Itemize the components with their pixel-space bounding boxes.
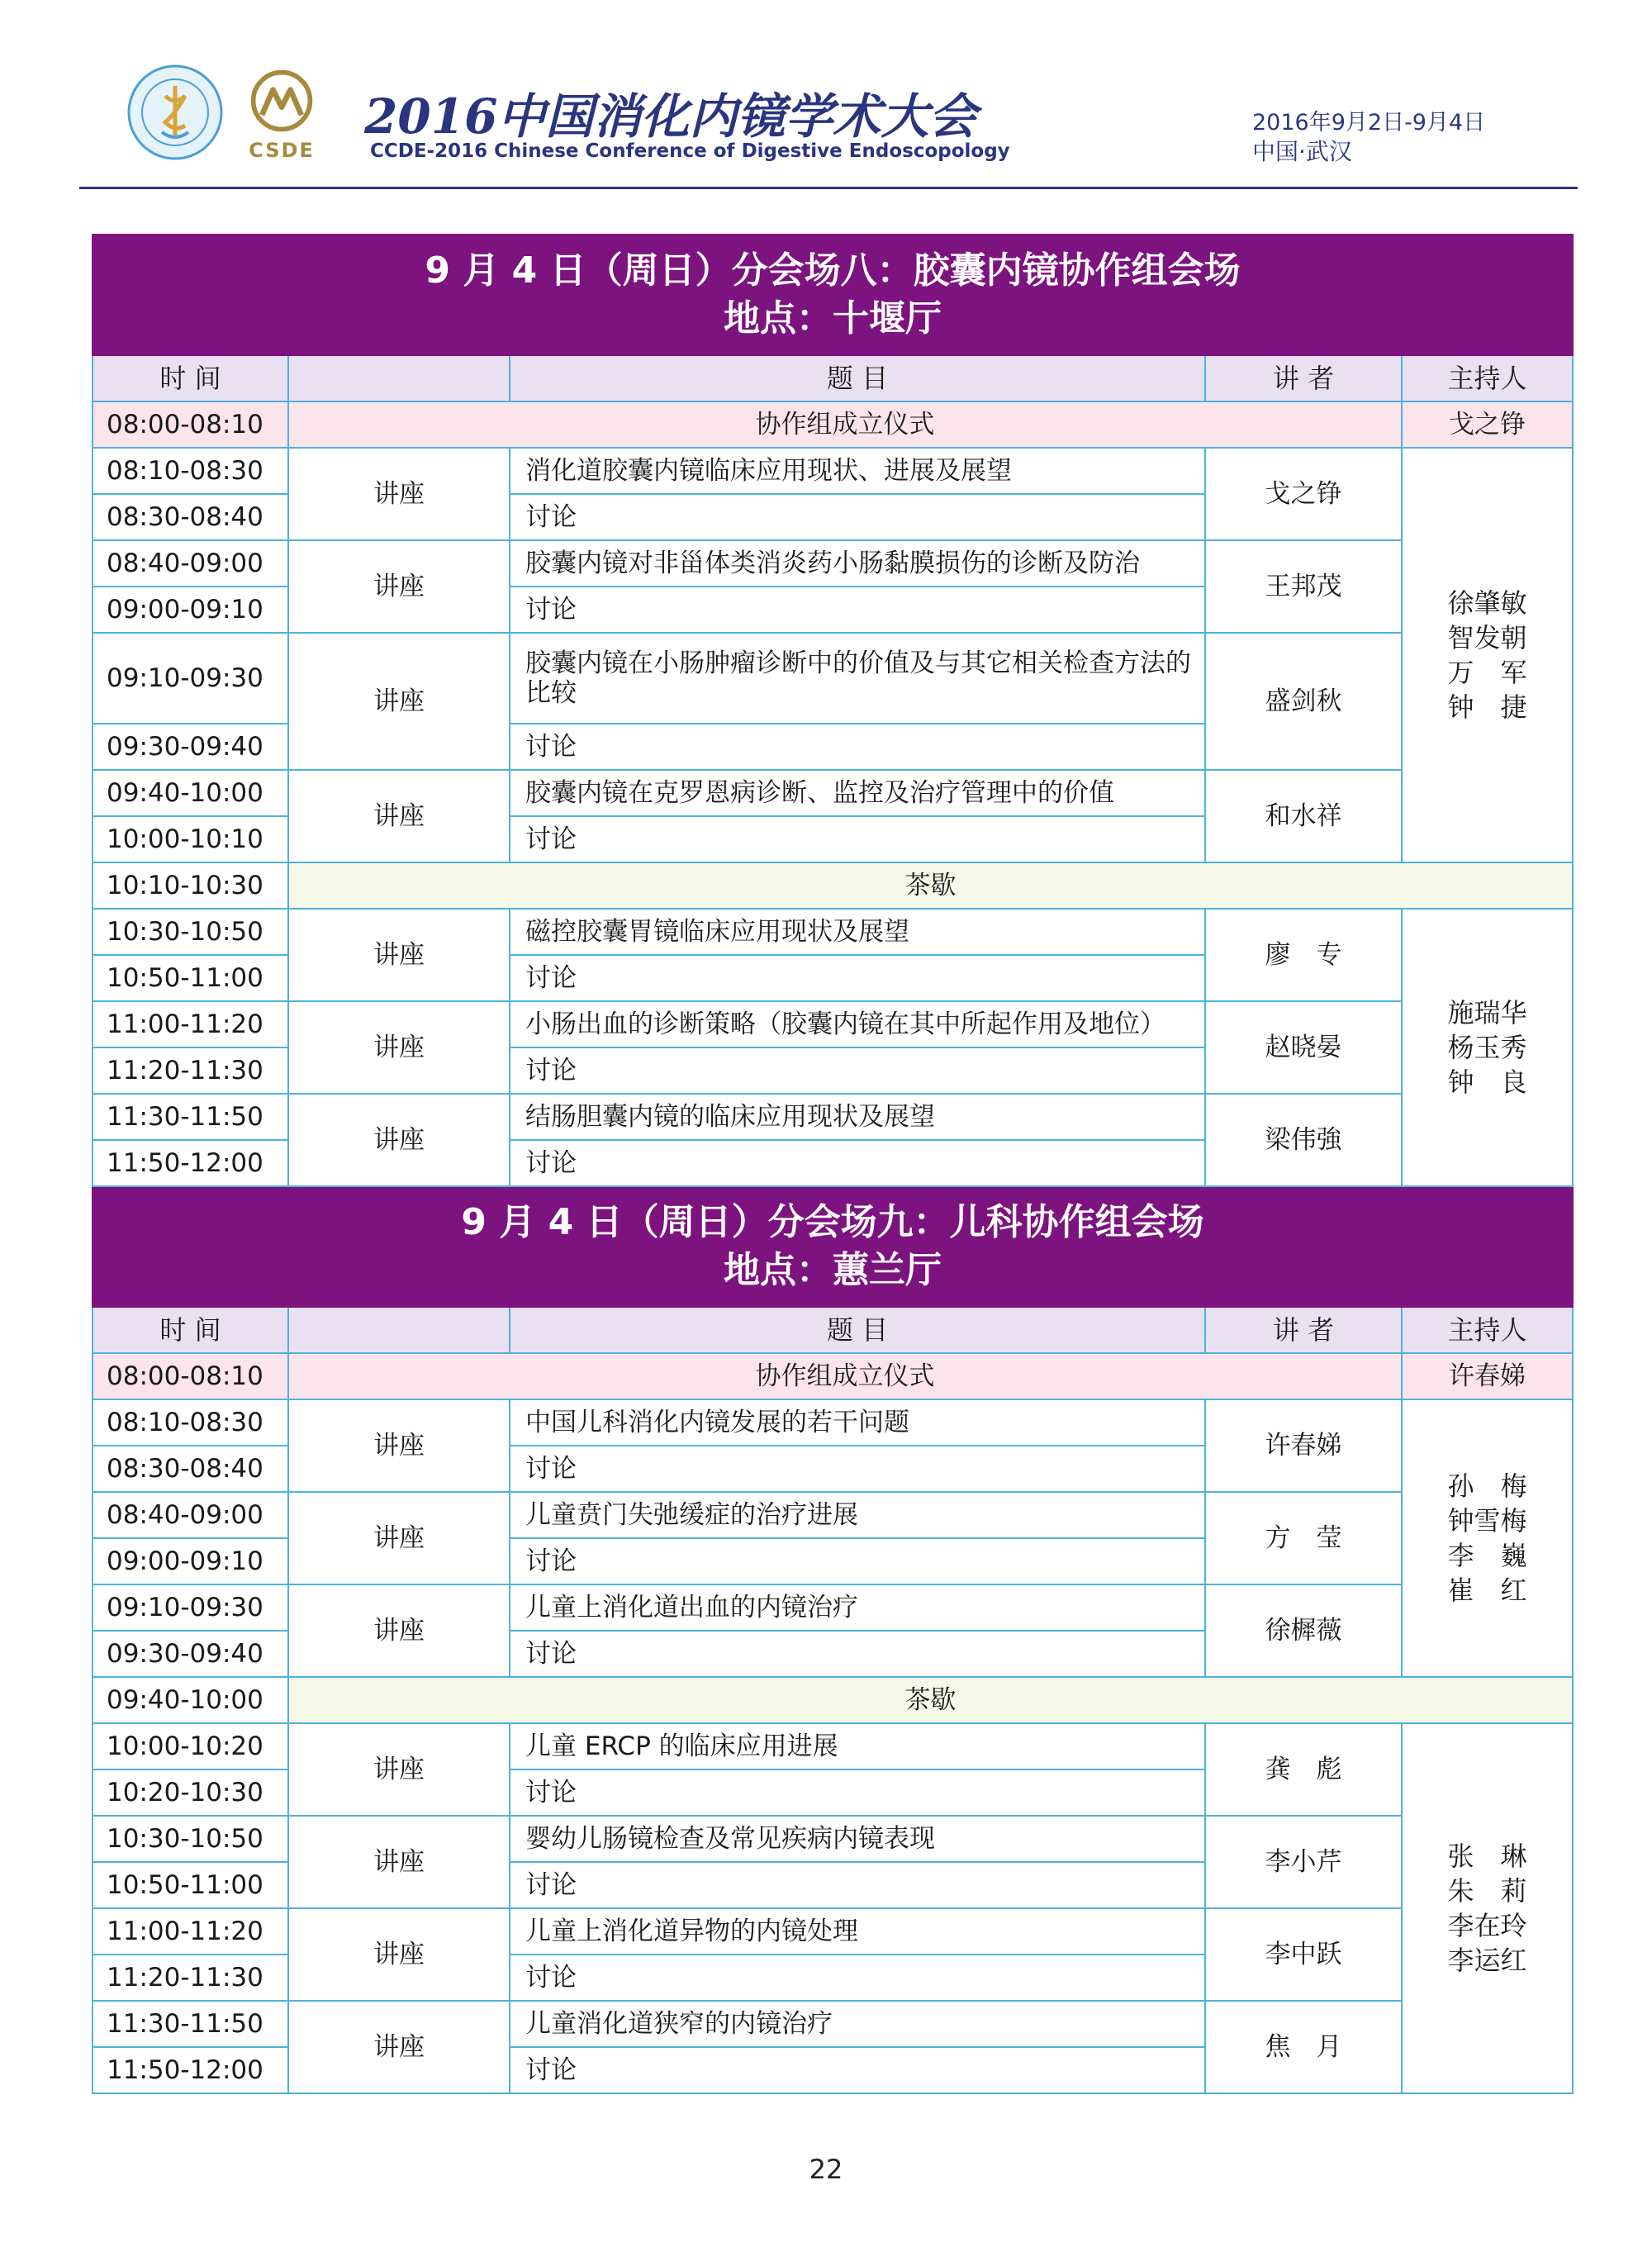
table-row [93, 540, 1573, 587]
time-cell: 08:30-08:40 [93, 494, 288, 540]
session-title-row [93, 235, 1573, 355]
speaker-cell: 方 莹 [1205, 1492, 1402, 1584]
header-divider [79, 187, 1578, 189]
time-cell: 10:00-10:10 [93, 816, 288, 862]
speaker-cell: 李小芹 [1205, 1816, 1402, 1908]
moderator-name: 徐肇敏 [1447, 587, 1527, 619]
type-cell: 讲座 [288, 1584, 510, 1677]
discussion-cell: 讨论 [510, 955, 1205, 1001]
speaker-cell: 李中跃 [1205, 1908, 1402, 2001]
moderators-cell [1402, 1723, 1573, 2093]
speaker-cell: 龚 彪 [1205, 1723, 1402, 1816]
column-header-row [93, 1307, 1573, 1353]
session-title: 9 月 4 日（周日）分会场九：儿科协作组会场 [461, 1201, 1204, 1243]
speaker-cell: 和水祥 [1205, 770, 1402, 862]
type-cell: 讲座 [288, 1816, 510, 1908]
table-row [93, 633, 1573, 724]
time-cell: 08:10-08:30 [93, 448, 288, 494]
time-cell: 09:30-09:40 [93, 724, 288, 770]
opening-row [93, 401, 1573, 448]
time-cell: 10:20-10:30 [93, 1769, 288, 1816]
topic-cell: 儿童 ERCP 的临床应用进展 [510, 1723, 1205, 1769]
type-cell: 讲座 [288, 1492, 510, 1584]
moderator-name: 李在玲 [1447, 1910, 1527, 1941]
col-type [288, 355, 510, 401]
type-cell: 讲座 [288, 770, 510, 862]
topic-cell: 结肠胆囊内镜的临床应用现状及展望 [510, 1094, 1205, 1140]
break-row [93, 862, 1573, 909]
table-row [93, 770, 1573, 816]
moderator-name: 万 军 [1447, 657, 1527, 688]
schedule [92, 234, 1572, 2094]
topic-cell: 磁控胶囊胃镜临床应用现状及展望 [510, 909, 1205, 955]
session-title: 9 月 4 日（周日）分会场八：胶囊内镜协作组会场 [425, 249, 1241, 292]
time-cell: 08:30-08:40 [93, 1446, 288, 1492]
ceremony-cell: 协作组成立仪式 [288, 401, 1402, 448]
time-cell: 11:30-11:50 [93, 1094, 288, 1140]
topic-cell: 小肠出血的诊断策略（胶囊内镜在其中所起作用及地位） [510, 1001, 1205, 1047]
table-row [93, 1094, 1573, 1140]
speaker-cell: 梁伟強 [1205, 1094, 1402, 1186]
csde-mark-icon [236, 66, 327, 137]
table-row [93, 1492, 1573, 1538]
type-cell: 讲座 [288, 1094, 510, 1186]
topic-cell: 胶囊内镜在小肠肿瘤诊断中的价值及与其它相关检查方法的比较 [510, 633, 1205, 724]
table-row [93, 909, 1573, 955]
time-cell: 10:10-10:30 [93, 862, 288, 909]
moderator-name: 钟 良 [1447, 1066, 1527, 1098]
time-cell: 10:30-10:50 [93, 909, 288, 955]
schedule-table [92, 234, 1574, 2094]
discussion-cell: 讨论 [510, 724, 1205, 770]
time-cell: 11:50-12:00 [93, 2047, 288, 2093]
moderators-cell [1402, 448, 1573, 862]
discussion-cell: 讨论 [510, 1955, 1205, 2001]
moderator-name: 李 巍 [1447, 1540, 1527, 1571]
moderator-name: 杨玉秀 [1447, 1032, 1527, 1063]
topic-cell: 儿童上消化道异物的内镜处理 [510, 1908, 1205, 1955]
time-cell: 11:20-11:30 [93, 1955, 288, 2001]
table-row [93, 1399, 1573, 1446]
conference-subtitle: CCDE-2016 Chinese Conference of Digestive Endoscopology [370, 140, 1010, 162]
topic-cell: 儿童消化道狭窄的内镜治疗 [510, 2001, 1205, 2047]
time-cell: 10:50-11:00 [93, 955, 288, 1001]
page-header [79, 58, 1578, 190]
time-cell: 09:00-09:10 [93, 1538, 288, 1584]
time-cell: 10:50-11:00 [93, 1862, 288, 1908]
time-cell: 11:00-11:20 [93, 1001, 288, 1047]
moderator-cell: 许春娣 [1402, 1353, 1573, 1399]
page-number: 22 [809, 2154, 843, 2185]
time-cell: 08:10-08:30 [93, 1399, 288, 1446]
discussion-cell: 讨论 [510, 1769, 1205, 1816]
time-cell: 09:40-10:00 [93, 770, 288, 816]
table-row [93, 1584, 1573, 1631]
table-row [93, 1723, 1573, 1769]
time-cell: 09:10-09:30 [93, 1584, 288, 1631]
time-cell: 11:30-11:50 [93, 2001, 288, 2047]
topic-cell: 胶囊内镜在克罗恩病诊断、监控及治疗管理中的价值 [510, 770, 1205, 816]
break-row [93, 1677, 1573, 1723]
col-moderator: 主持人 [1402, 355, 1573, 401]
opening-row [93, 1353, 1573, 1399]
discussion-cell: 讨论 [510, 494, 1205, 540]
col-speaker: 讲 者 [1205, 1307, 1402, 1353]
col-type [288, 1307, 510, 1353]
moderator-name: 钟雪梅 [1447, 1505, 1527, 1537]
moderator-name: 张 琳 [1447, 1841, 1527, 1872]
moderator-name: 孙 梅 [1447, 1470, 1527, 1502]
moderator-name: 李运红 [1447, 1945, 1527, 1976]
time-cell: 10:00-10:20 [93, 1723, 288, 1769]
session-venue: 地点：蕙兰厅 [724, 1249, 942, 1291]
time-cell: 09:00-09:10 [93, 587, 288, 633]
time-cell: 08:40-09:00 [93, 1492, 288, 1538]
table-row [93, 448, 1573, 494]
time-cell: 11:20-11:30 [93, 1047, 288, 1094]
moderators-cell [1402, 1399, 1573, 1677]
type-cell: 讲座 [288, 448, 510, 540]
moderators-cell [1402, 909, 1573, 1186]
time-cell: 09:10-09:30 [93, 633, 288, 724]
table-row [93, 1001, 1573, 1047]
col-speaker: 讲 者 [1205, 355, 1402, 401]
type-cell: 讲座 [288, 633, 510, 770]
col-topic: 题 目 [510, 1307, 1205, 1353]
time-cell: 10:30-10:50 [93, 1816, 288, 1862]
speaker-cell: 戈之铮 [1205, 448, 1402, 540]
topic-cell: 儿童贲门失弛缓症的治疗进展 [510, 1492, 1205, 1538]
topic-cell: 婴幼儿肠镜检查及常见疾病内镜表现 [510, 1816, 1205, 1862]
time-cell: 09:40-10:00 [93, 1677, 288, 1723]
speaker-cell: 徐樨薇 [1205, 1584, 1402, 1677]
moderator-name: 崔 红 [1447, 1575, 1527, 1606]
topic-cell: 消化道胶囊内镜临床应用现状、进展及展望 [510, 448, 1205, 494]
conference-title: 2016中国消化内镜学术大会 [364, 88, 977, 145]
type-cell: 讲座 [288, 1723, 510, 1816]
cma-logo-icon [126, 63, 225, 162]
time-cell: 08:00-08:10 [93, 401, 288, 448]
col-time: 时 间 [93, 1307, 288, 1353]
ceremony-cell: 协作组成立仪式 [288, 1353, 1402, 1399]
speaker-cell: 廖 专 [1205, 909, 1402, 1001]
moderator-name: 智发朝 [1447, 622, 1527, 653]
discussion-cell: 讨论 [510, 2047, 1205, 2093]
session-title-row [93, 1186, 1573, 1307]
discussion-cell: 讨论 [510, 1538, 1205, 1584]
speaker-cell: 焦 月 [1205, 2001, 1402, 2093]
col-topic: 题 目 [510, 355, 1205, 401]
csde-logo [236, 66, 327, 165]
topic-cell: 儿童上消化道出血的内镜治疗 [510, 1584, 1205, 1631]
break-cell: 茶歇 [288, 862, 1573, 909]
col-moderator: 主持人 [1402, 1307, 1573, 1353]
discussion-cell: 讨论 [510, 1446, 1205, 1492]
moderator-name: 施瑞华 [1447, 997, 1527, 1028]
topic-cell: 中国儿科消化内镜发展的若干问题 [510, 1399, 1205, 1446]
time-cell: 08:00-08:10 [93, 1353, 288, 1399]
type-cell: 讲座 [288, 540, 510, 633]
speaker-cell: 许春娣 [1205, 1399, 1402, 1492]
time-cell: 11:00-11:20 [93, 1908, 288, 1955]
type-cell: 讲座 [288, 909, 510, 1001]
column-header-row [93, 355, 1573, 401]
speaker-cell: 盛剑秋 [1205, 633, 1402, 770]
discussion-cell: 讨论 [510, 1631, 1205, 1677]
col-time: 时 间 [93, 355, 288, 401]
type-cell: 讲座 [288, 1399, 510, 1492]
speaker-cell: 赵晓晏 [1205, 1001, 1402, 1094]
time-cell: 11:50-12:00 [93, 1140, 288, 1186]
table-row [93, 1816, 1573, 1862]
type-cell: 讲座 [288, 1908, 510, 2001]
moderator-cell: 戈之铮 [1402, 401, 1573, 448]
moderator-name: 钟 捷 [1447, 691, 1527, 723]
discussion-cell: 讨论 [510, 587, 1205, 633]
conference-date: 2016年9月2日-9月4日 [1252, 110, 1486, 135]
discussion-cell: 讨论 [510, 1140, 1205, 1186]
break-cell: 茶歇 [288, 1677, 1573, 1723]
speaker-cell: 王邦茂 [1205, 540, 1402, 633]
discussion-cell: 讨论 [510, 1047, 1205, 1094]
table-row [93, 1908, 1573, 1955]
moderator-name: 朱 莉 [1447, 1875, 1527, 1907]
time-cell: 08:40-09:00 [93, 540, 288, 587]
csde-logo-text: CSDE [249, 139, 315, 162]
type-cell: 讲座 [288, 2001, 510, 2093]
session-venue: 地点：十堰厅 [724, 297, 942, 340]
topic-cell: 胶囊内镜对非甾体类消炎药小肠黏膜损伤的诊断及防治 [510, 540, 1205, 587]
time-cell: 09:30-09:40 [93, 1631, 288, 1677]
discussion-cell: 讨论 [510, 816, 1205, 862]
conference-location: 中国·武汉 [1252, 138, 1352, 165]
type-cell: 讲座 [288, 1001, 510, 1094]
table-row [93, 2001, 1573, 2047]
discussion-cell: 讨论 [510, 1862, 1205, 1908]
